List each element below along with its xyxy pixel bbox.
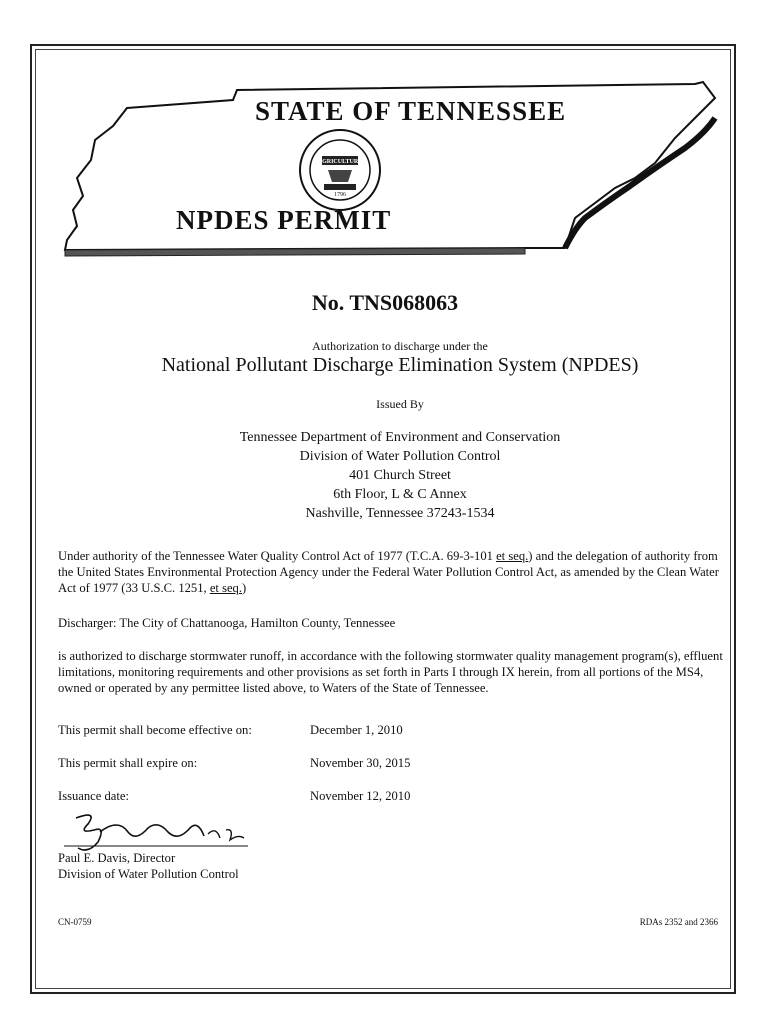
effective-label: This permit shall become effective on: (58, 723, 252, 737)
issuer-street: 401 Church Street (349, 468, 451, 483)
state-seal-icon (298, 128, 382, 212)
authority-paragraph: Under authority of the Tennessee Water Quality Control Act of 1977 (T.C.A. 69-3-101 et seq.) and the delegation of authority from the United States Environmental Protection Agency under the Federal Water Pollution Control Act, as amended by the Clean Water Act of 1977 (33 U.S.C. 1251, et seq.) (58, 549, 719, 595)
signer-division: Division of Water Pollution Control (58, 867, 239, 881)
et-seq-2: et seq. (209, 581, 243, 595)
program-name: National Pollutant Discharge Elimination System (NPDES) (161, 354, 639, 376)
expire-date: November 30, 2015 (310, 756, 411, 770)
effective-date: December 1, 2010 (310, 723, 403, 737)
expire-label: This permit shall expire on: (58, 756, 198, 770)
authorization-paragraph: is authorized to discharge stormwater runoff, in accordance with the following stormwater quality management program(s), effluent limitations, monitoring requirements and other provisions as set forth in Parts I through IX herein, from all portions of the MS4, owned or operated by any permittee listed above, to Waters of the State of Tennessee. (58, 649, 723, 695)
issuer-city: Nashville, Tennessee 37243-1534 (305, 506, 495, 521)
issuer-department: Tennessee Department of Environment and Conservation (239, 430, 561, 445)
signer-block (58, 850, 239, 882)
rda-numbers: RDAs 2352 and 2366 (639, 917, 718, 927)
signer-name: Paul E. Davis, Director (58, 851, 176, 865)
permit-number: No. TNS068063 (311, 290, 459, 315)
authorization-line: Authorization to discharge under the (312, 339, 488, 353)
issuance-date: November 12, 2010 (310, 789, 411, 803)
issuer-division: Division of Water Pollution Control (299, 449, 501, 464)
seal-year-text: 1796 (334, 192, 346, 198)
issued-by: Issued By (376, 397, 424, 411)
et-seq-1: et seq. (496, 549, 529, 563)
form-code: CN-0759 (58, 917, 92, 927)
issuer-floor: 6th Floor, L & C Annex (333, 487, 467, 502)
state-title: STATE OF TENNESSEE (255, 96, 567, 126)
discharger-line: Discharger: The City of Chattanooga, Hamilton County, Tennessee (58, 616, 396, 630)
seal-agriculture-text: AGRICULTURE (317, 159, 363, 165)
permit-title: NPDES PERMIT (176, 205, 392, 235)
issuance-label: Issuance date: (58, 789, 129, 803)
issuer-address (0, 428, 770, 523)
